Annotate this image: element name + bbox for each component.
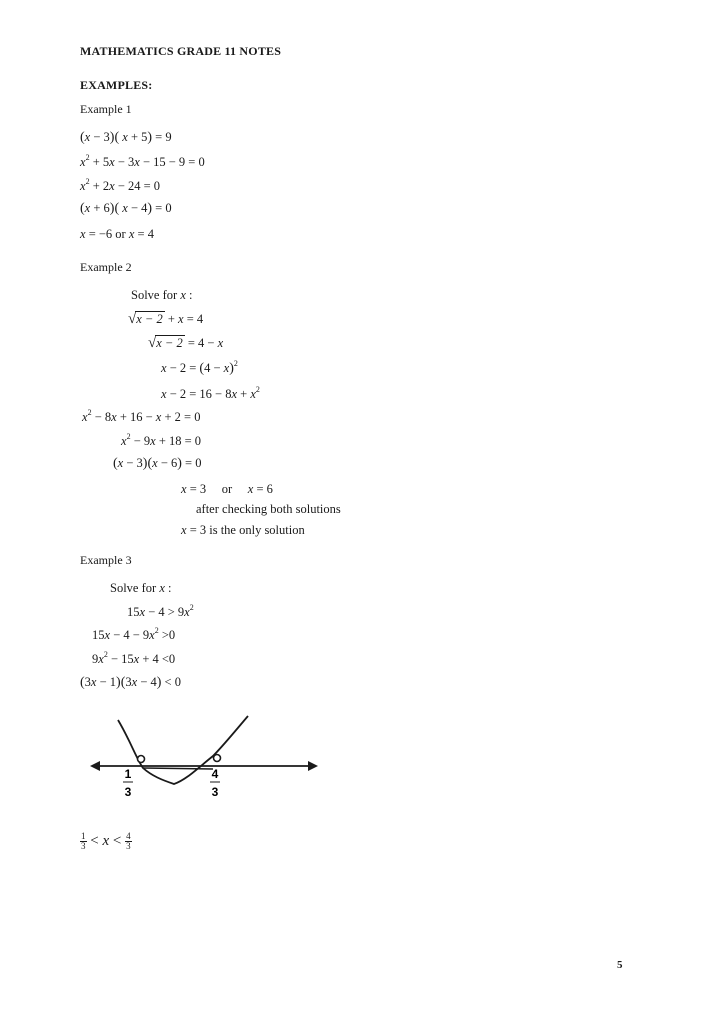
example-2-label: Example 2 bbox=[80, 260, 132, 274]
page-number: 5 bbox=[617, 959, 623, 971]
ex1-line-2: $x^2 + 5x - 3x - 15 - 9 = 0$ bbox=[80, 152, 205, 169]
axis-right-arrow bbox=[308, 761, 318, 771]
ex2-line-2: √x − 2 = 4 − x bbox=[148, 335, 224, 351]
open-point-left bbox=[138, 756, 145, 763]
parabola-curve bbox=[118, 716, 248, 784]
page-title: MATHEMATICS GRADE 11 NOTES bbox=[80, 44, 282, 58]
ex3-line-2: $15x - 4 - 9x^2 >0$ bbox=[92, 625, 176, 642]
number-line-sketch bbox=[88, 712, 323, 808]
ex2-line-1: √x − 2 + x = 4 bbox=[128, 311, 204, 327]
section-heading: EXAMPLES: bbox=[80, 78, 153, 92]
ex2-line-5: $x^2 - 8x + 16 - x + 2 = 0$ bbox=[82, 407, 201, 424]
tick-label-four-thirds-den: 3 bbox=[211, 785, 219, 799]
ex2-conclusion: x = 3 is the only solution bbox=[181, 523, 305, 537]
ex3-solve-prompt: Solve for x : bbox=[110, 581, 172, 595]
ex2-roots: x = 3 or x = 6 bbox=[181, 482, 273, 496]
ex2-solve-prompt: Solve for x : bbox=[131, 288, 193, 302]
parabola-chord bbox=[143, 768, 213, 769]
ex1-line-4: (x + 6)( x − 4) = 0 bbox=[80, 201, 172, 216]
open-point-right bbox=[214, 755, 221, 762]
tick-label-four-thirds-num: 4 bbox=[211, 767, 219, 781]
ex2-line-4: $x - 2 = 16 - 8x + x^2$ bbox=[161, 384, 260, 401]
example-1-label: Example 1 bbox=[80, 102, 132, 116]
ex3-line-3: $9x^2 - 15x + 4 <0$ bbox=[92, 649, 176, 666]
ex1-line-3: $x^2 + 2x - 24 = 0$ bbox=[80, 176, 161, 193]
example-3-label: Example 3 bbox=[80, 553, 132, 567]
ex2-check-note: after checking both solutions bbox=[196, 502, 341, 516]
ex2-line-7: (x − 3)(x − 6) = 0 bbox=[113, 456, 202, 471]
axis-left-arrow bbox=[90, 761, 100, 771]
tick-label-one-third-num: 1 bbox=[124, 767, 132, 781]
tick-label-one-third-den: 3 bbox=[124, 785, 132, 799]
ex2-line-6: $x^2 - 9x + 18 = 0$ bbox=[121, 431, 202, 448]
ex3-line-4: (3x − 1)(3x − 4) < 0 bbox=[80, 675, 181, 690]
ex3-line-1: $15x - 4 > 9x^2$ bbox=[127, 602, 194, 619]
ex3-final-answer: $\frac{1}{3}$ < x < $\frac{4}{3}$ bbox=[81, 831, 131, 851]
ex1-line-5: x = −6 or x = 4 bbox=[80, 227, 154, 241]
ex1-line-1: (x − 3)( x + 5) = 9 bbox=[80, 130, 172, 145]
ex2-line-3: $x - 2 = (4 - x)^2$ bbox=[161, 358, 238, 376]
